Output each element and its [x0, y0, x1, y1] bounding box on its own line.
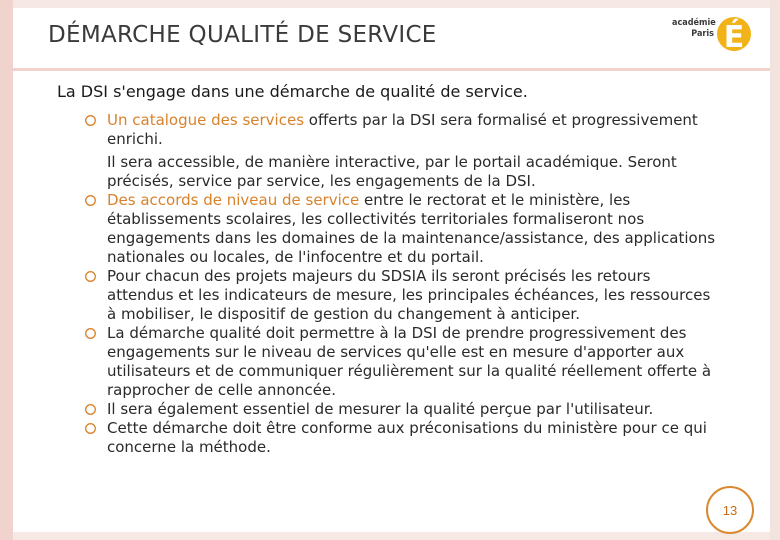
title-underline: [13, 68, 770, 71]
bullet-item: [84, 400, 720, 419]
bullet-text: [107, 400, 720, 419]
logo-line-2: Paris: [691, 29, 714, 39]
bullet-highlight: Des accords de niveau de service: [107, 191, 360, 209]
bullet-text: [107, 191, 720, 267]
circle-bullet-icon: [84, 194, 97, 207]
circle-bullet-icon: [84, 270, 97, 283]
circle-bullet-icon: [84, 422, 97, 435]
circle-bullet-icon: [84, 114, 97, 127]
slide-frame-bottom: [13, 532, 770, 540]
bullet-item: [84, 267, 720, 324]
bullet-item: [84, 111, 720, 191]
circle-bullet-icon: [84, 403, 97, 416]
bullet-item: [84, 191, 720, 267]
bullet-body: offerts par la DSI sera formalisé et progressivement enrichi.: [107, 111, 698, 148]
slide-title: DÉMARCHE QUALITÉ DE SERVICE: [48, 22, 437, 48]
bullet-body: entre le rectorat et le ministère, les établissements scolaires, les collectivités territoriales formaliseront nos engagements dans les domaines de la maintenance/assistance, des applications nationales ou locales, de l'infocentre et du portail.: [107, 191, 716, 266]
page-number: 13: [706, 486, 754, 534]
bullet-body: Pour chacun des projets majeurs du SDSIA ils seront précisés les retours attendus et les indicateurs de mesure, les principales échéances, les ressources à mobiliser, le dispositif de gestion du changement à anticiper.: [107, 267, 711, 323]
slide-frame-top: [13, 0, 770, 8]
logo-line-1: académie: [672, 18, 716, 28]
slide-frame-left: [0, 0, 13, 540]
logo-mark-letter: É: [723, 20, 745, 55]
intro-text: La DSI s'engage dans une démarche de qualité de service.: [57, 82, 528, 101]
logo-e-mark: [716, 6, 752, 58]
bullet-extra-paragraph: Il sera accessible, de manière interactive, par le portail académique. Seront précisés, service par service, les engagements de la DSI.: [107, 153, 677, 190]
bullet-body: La démarche qualité doit permettre à la DSI de prendre progressivement des engagements sur le niveau de services qu'elle est en mesure d'apporter aux utilisateurs et de communiquer régulièrement sur la qualité réellement offerte à rapprocher de celle annoncée.: [107, 324, 712, 399]
bullet-highlight: Un catalogue des services: [107, 111, 305, 129]
bullet-text: [107, 419, 720, 457]
bullet-text: [107, 267, 720, 324]
logo-text: [672, 18, 714, 40]
academie-paris-logo: [672, 4, 752, 60]
bullet-text: [107, 111, 720, 149]
circle-bullet-icon: [84, 327, 97, 340]
bullet-body: Cette démarche doit être conforme aux préconisations du ministère pour ce qui concerne la méthode.: [107, 419, 707, 456]
bullet-body: Il sera également essentiel de mesurer la qualité perçue par l'utilisateur.: [107, 400, 654, 418]
bullet-item: [84, 419, 720, 457]
bullet-text: [107, 324, 720, 400]
slide-frame-right: [770, 0, 780, 540]
bullet-item: [84, 324, 720, 400]
bullet-list: [84, 111, 720, 457]
